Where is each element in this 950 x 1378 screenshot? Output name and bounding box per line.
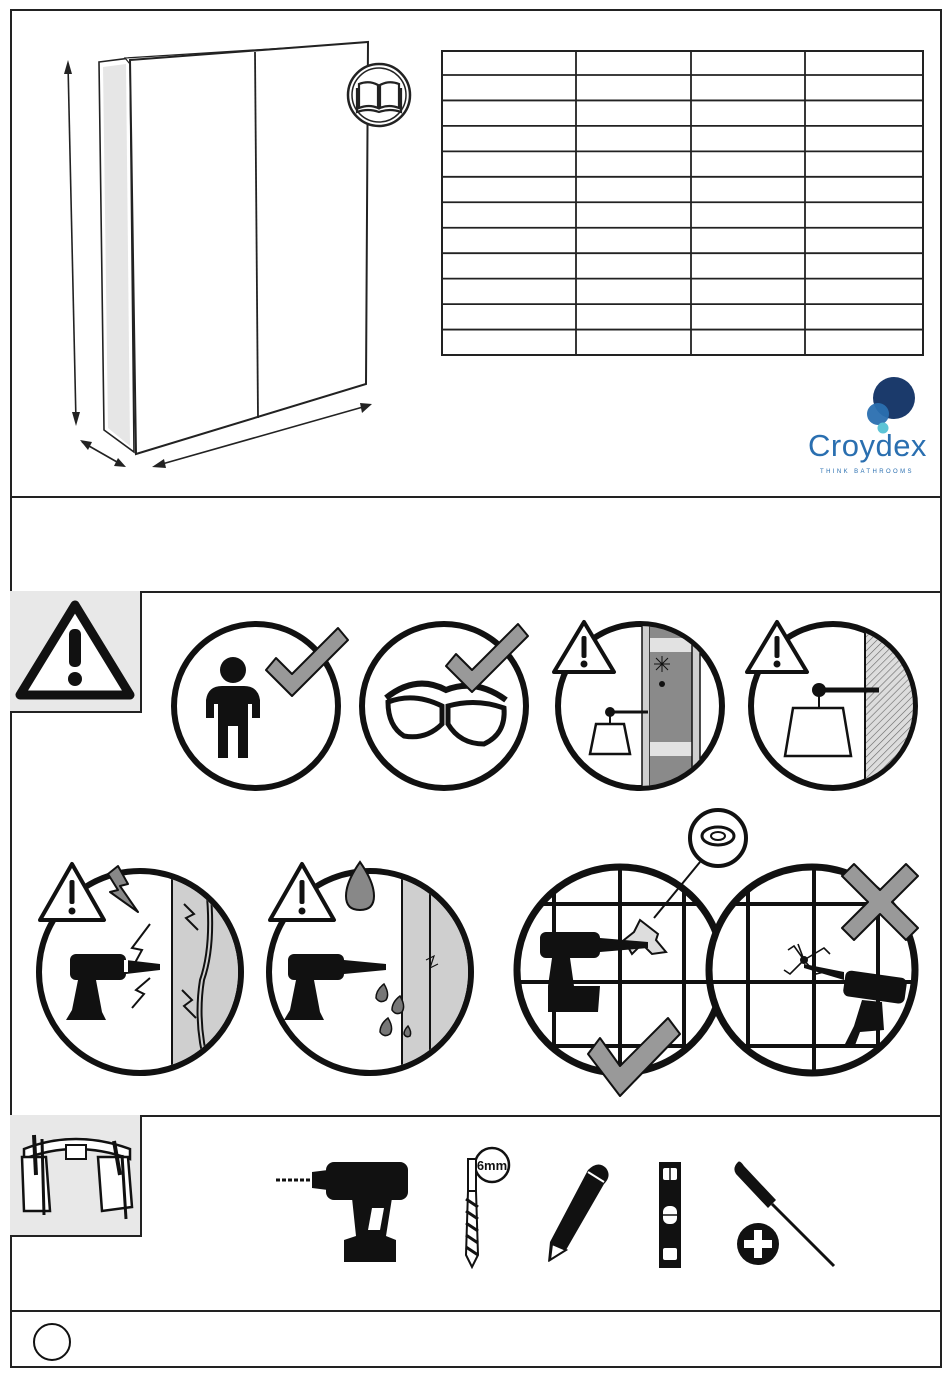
- solid-wall-warning-icon: [743, 618, 923, 796]
- spirit-level-icon: [656, 1160, 684, 1270]
- step-circle: [31, 1322, 73, 1362]
- tile-crack-drilling-icon: [704, 850, 930, 1098]
- spec-table: [441, 50, 924, 356]
- hollow-wall-warning-icon: [550, 618, 730, 796]
- croydex-logo-mark: [862, 376, 918, 434]
- drill-icon: [272, 1158, 410, 1268]
- drill-bit-size: 6mm: [476, 1158, 508, 1173]
- drill-bit-icon: [458, 1145, 514, 1269]
- section-divider: [10, 591, 942, 593]
- water-pipe-warning-icon: [262, 860, 480, 1082]
- two-person-lift-icon: [168, 618, 353, 796]
- section-divider: [10, 1310, 942, 1312]
- toolbelt-icon: [10, 1115, 140, 1235]
- section-divider: [10, 496, 942, 498]
- brand-name: Croydex: [808, 428, 927, 463]
- tools-header-box: [10, 1115, 142, 1237]
- warning-triangle-icon: [10, 591, 140, 711]
- phillips-screwdriver-icon: [728, 1158, 840, 1270]
- pencil-icon: [542, 1160, 612, 1266]
- safety-glasses-icon: [356, 616, 541, 794]
- section-divider: [10, 1115, 942, 1117]
- electric-cable-warning-icon: [32, 860, 250, 1082]
- warning-header-box: [10, 591, 142, 713]
- brand-tagline: THINK BATHROOMS: [820, 469, 914, 475]
- read-manual-icon: [346, 62, 412, 128]
